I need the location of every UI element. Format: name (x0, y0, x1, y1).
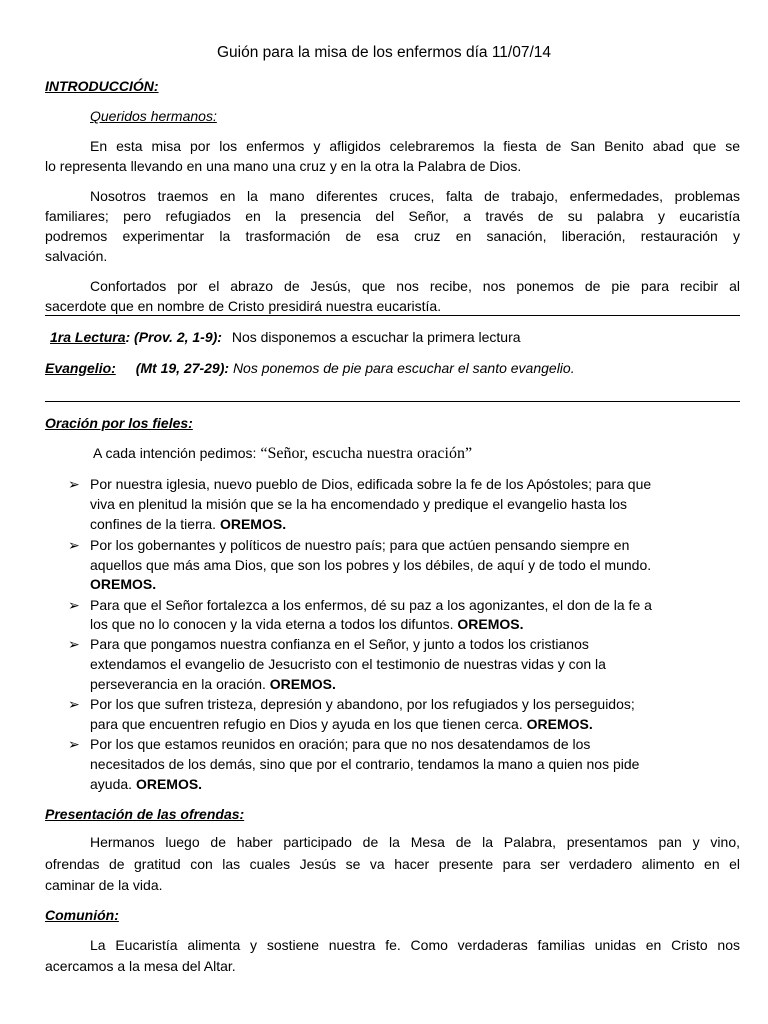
intro-p2-line: Nosotros traemos en la mano diferentes cruces, falta de trabajo, enfermedades, problemas (90, 188, 740, 204)
oremos-label: OREMOS. (90, 576, 157, 592)
intention-line: Para que el Señor fortalezca a los enfermos, dé su paz a los agonizantes, el don de la fe a (90, 597, 652, 613)
reading-label: 1ra Lectura (50, 329, 126, 345)
intention-text: confines de la tierra. (90, 516, 217, 532)
communion-line: acercamos a la mesa del Altar. (45, 958, 236, 974)
intro-p2-line: familiares; pero refugiados en la presencia del Señor, a través de su palabra y eucaristía (45, 208, 740, 224)
bullet-arrow-icon: ➢ (68, 537, 80, 553)
intention-line (90, 515, 286, 533)
section-heading-oracion: Oración por los fieles: (45, 415, 193, 431)
intention-line: Por nuestra iglesia, nuevo pueblo de Dios, edificada sobre la fe de los Apóstoles; para que (90, 476, 652, 492)
gospel-line (45, 359, 575, 377)
prayer-response: “Señor, escucha nuestra oración” (260, 445, 473, 462)
oremos-label: OREMOS. (219, 516, 287, 532)
gospel-reference: (Mt 19, 27-29): (135, 360, 230, 376)
intention-text: para que encuentren refugio en Dios y ayuda en los que tienen cerca. (90, 716, 523, 732)
oremos-label: OREMOS. (135, 776, 203, 792)
intention-line (90, 715, 593, 733)
intention-line: aquellos que más ama Dios, que son los pobres y los débiles, de aquí y de todo el mundo. (90, 557, 652, 573)
section-heading-comunion: Comunión: (45, 907, 119, 923)
intention-text: perseverancia en la oración. (90, 676, 266, 692)
intention-line: Por los que sufren tristeza, depresión y abandono, por los refugiados y los perseguidos; (90, 696, 635, 712)
divider (45, 401, 740, 402)
prayer-intro-line (93, 444, 472, 463)
intro-p2-line: salvación. (45, 248, 108, 264)
page-title: Guión para la misa de los enfermos día 11/07/14 (216, 44, 552, 61)
bullet-arrow-icon: ➢ (68, 476, 80, 492)
bullet-arrow-icon: ➢ (68, 636, 80, 652)
section-heading-introduccion: INTRODUCCIÓN: (45, 78, 159, 94)
prayer-intro: A cada intención pedimos: (93, 445, 257, 461)
gospel-text: Nos ponemos de pie para escuchar el santo evangelio. (232, 360, 575, 376)
oremos-label: OREMOS. (269, 676, 336, 692)
intention-line (90, 575, 156, 593)
intention-text: ayuda. (90, 776, 133, 792)
bullet-arrow-icon: ➢ (68, 696, 80, 712)
intro-p3-line: sacerdote que en nombre de Cristo presidirá nuestra eucaristía. (45, 298, 442, 314)
offerings-line: caminar de la vida. (45, 877, 163, 893)
oremos-label: OREMOS. (457, 616, 524, 632)
intention-line: extendamos el evangelio de Jesucristo con el testimonio de nuestras vidas y con la (90, 656, 606, 672)
intention-line (90, 615, 523, 633)
intention-text: los que no lo conocen y la vida eterna a todos los difuntos. (90, 616, 454, 632)
divider (45, 315, 740, 316)
intention-line (90, 675, 336, 693)
reading-text: Nos disponemos a escuchar la primera lectura (231, 329, 521, 345)
intention-line (90, 775, 202, 793)
offerings-line: ofrendas de gratitud con las cuales Jesús se va hacer presente para ser verdadero alimento en el (45, 856, 740, 872)
reading-line (50, 328, 521, 346)
intention-line: Por los gobernantes y políticos de nuestro país; para que actúen pensando siempre en (90, 537, 630, 553)
intention-line: necesitados de los demás, sino que por el contrario, tendamos la mano a quien nos pide (90, 756, 640, 772)
intro-p2-line: podremos experimentar la trasformación de esa cruz en sanación, liberación, restauración y (45, 228, 740, 244)
oremos-label: OREMOS. (526, 716, 593, 732)
offerings-line: Hermanos luego de haber participado de la Mesa de la Palabra, presentamos pan y vino, (90, 834, 740, 850)
intro-p1-line: lo representa llevando en una mano una cruz y en la otra la Palabra de Dios. (45, 158, 522, 174)
intention-line: Para que pongamos nuestra confianza en el Señor, y junto a todos los cristianos (90, 636, 589, 652)
intro-p3-line: Confortados por el abrazo de Jesús, que nos recibe, nos ponemos de pie para recibir al (90, 278, 740, 294)
communion-line: La Eucaristía alimenta y sostiene nuestra fe. Como verdaderas familias unidas en Cristo nos (90, 937, 740, 953)
salutation: Queridos hermanos: (90, 108, 217, 124)
gospel-label: Evangelio: (45, 360, 116, 376)
intro-p1-line: En esta misa por los enfermos y afligidos celebraremos la fiesta de San Benito abad que se (90, 138, 740, 154)
reading-reference: : (Prov. 2, 1-9): (125, 329, 222, 345)
bullet-arrow-icon: ➢ (68, 736, 80, 752)
intention-line: viva en plenitud la misión que se la ha encomendado y predique el evangelio hasta los (90, 496, 628, 512)
section-heading-ofrendas: Presentación de las ofrendas: (45, 806, 245, 822)
intention-line: Por los que estamos reunidos en oración; para que no nos desatendamos de los (90, 736, 591, 752)
bullet-arrow-icon: ➢ (68, 597, 80, 613)
